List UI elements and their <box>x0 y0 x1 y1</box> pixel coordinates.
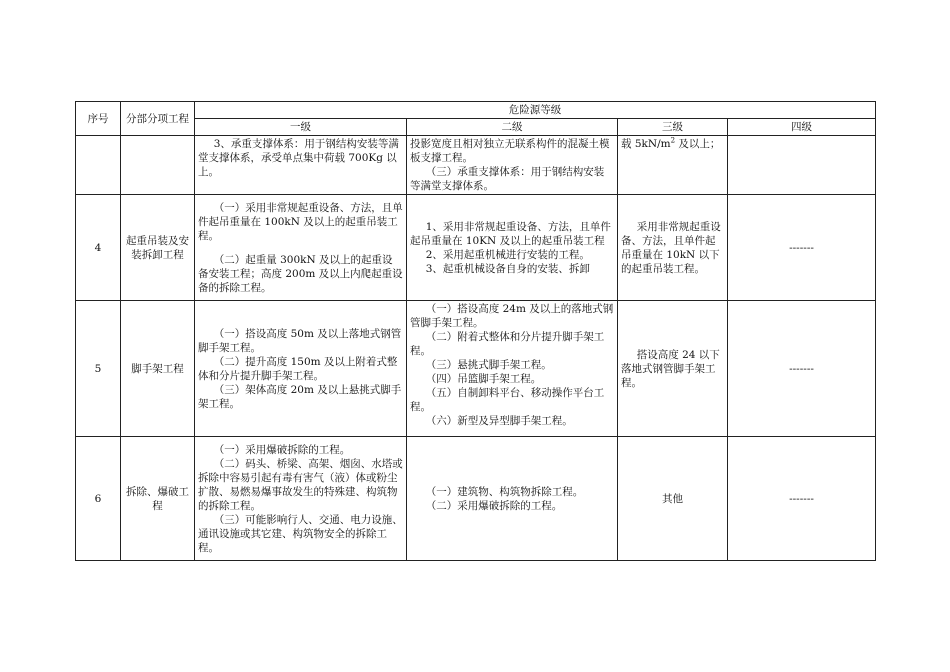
row-level-1 <box>195 301 407 437</box>
row-level-2 <box>407 301 618 437</box>
level-2-item: （六）新型及异型脚手架工程。 <box>425 415 573 427</box>
row-level-4: ------- <box>728 301 876 437</box>
row-seq <box>76 136 121 195</box>
row-level-2 <box>407 136 618 195</box>
header-levels-row <box>76 119 876 136</box>
level-1-item: （三）架体高度 20m 及以上悬挑式脚手架工程。 <box>198 383 402 410</box>
level-1-item: （二）提升高度 150m 及以上附着式整体和分片提升脚手架工程。 <box>198 355 398 382</box>
row-level-3 <box>618 195 728 301</box>
table-row <box>76 136 876 195</box>
row-level-3: 其他 <box>618 437 728 561</box>
row-seq: 6 <box>76 437 121 561</box>
row-level-1 <box>195 437 407 561</box>
level-2-item: 1、采用非常规起重设备、方法，且单件起吊重量在 10KN 及以上的起重吊装工程 <box>410 220 611 247</box>
header-level-3: 三级 <box>618 119 728 136</box>
row-level-4: ------- <box>728 195 876 301</box>
hazard-level-table <box>75 101 876 561</box>
level-1-item: （一）采用爆破拆除的工程。 <box>213 443 351 456</box>
level-3-text: 搭设高度 24 以下落地式钢管脚手架工程。 <box>621 348 720 389</box>
level-2-item: （五）自制卸料平台、移动操作平台工程。 <box>410 387 605 413</box>
level-3-text-end: 及以上； <box>675 138 721 150</box>
level-1-item: （三）可能影响行人、交通、电力设施、通讯设施或其它建、构筑物安全的拆除工程。 <box>198 513 403 554</box>
row-project: 拆除、爆破工程 <box>121 437 195 561</box>
level-2-item: （三）承重支撑体系：用于钢结构安装等满堂支撑体系。 <box>410 166 605 192</box>
level-3-superscript: 2 <box>670 136 676 145</box>
level-2-item: （三）悬挑式脚手架工程。 <box>425 359 552 371</box>
header-hazard-level: 危险源等级 <box>195 102 876 119</box>
row-seq: 5 <box>76 301 121 437</box>
level-2-item: 3、起重机械设备自身的安装、拆卸 <box>425 262 590 275</box>
row-project: 起重吊装及安装拆卸工程 <box>121 195 195 301</box>
header-row <box>76 102 876 119</box>
row-project <box>121 136 195 195</box>
row-level-4 <box>728 136 876 195</box>
level-2-item: （一）建筑物、构筑物拆除工程。 <box>425 485 584 498</box>
header-level-4: 四级 <box>728 119 876 136</box>
row-level-3 <box>618 136 728 195</box>
level-2-item: （一）搭设高度 24m 及以上的落地式钢管脚手架工程。 <box>410 303 614 329</box>
table-row <box>76 195 876 301</box>
row-level-2 <box>407 195 618 301</box>
level-3-text: 采用非常规起重设备、方法，且单件起吊重量在 10kN 以下的起重吊装工程。 <box>621 220 721 275</box>
table-row <box>76 301 876 437</box>
row-level-2 <box>407 437 618 561</box>
header-level-1: 一级 <box>195 119 407 136</box>
table-row <box>76 437 876 561</box>
level-1-item: （一）采用非常规起重设备、方法，且单件起吊重量在 100kN 及以上的起重吊装工程。 <box>198 201 403 242</box>
level-2-item: （四）吊篮脚手架工程。 <box>425 373 542 385</box>
level-2-item: （二）采用爆破拆除的工程。 <box>425 499 563 512</box>
row-level-4: ------- <box>728 437 876 561</box>
row-level-1 <box>195 195 407 301</box>
header-seq: 序号 <box>76 102 121 136</box>
row-project: 脚手架工程 <box>121 301 195 437</box>
level-1-item: （一）搭设高度 50m 及以上落地式钢管脚手架工程。 <box>198 327 402 354</box>
header-level-2: 二级 <box>407 119 618 136</box>
level-3-text: 载 5kN/m <box>621 138 671 150</box>
row-seq: 4 <box>76 195 121 301</box>
level-2-item: （二）附着式整体和分片提升脚手架工程。 <box>410 331 605 357</box>
level-2-item: 2、采用起重机械进行安装的工程。 <box>425 248 590 261</box>
level-1-item: （二）码头、桥梁、高架、烟囱、水塔或拆除中容易引起有毒有害气（液）体或粉尘扩散、易燃易爆事故发生的特殊建、构筑物的拆除工程。 <box>198 457 403 512</box>
row-level-1 <box>195 136 407 195</box>
level-2-item: 投影宽度且相对独立无联系构件的混凝土模板支撑工程。 <box>410 138 610 164</box>
level-1-item: 3、承重支撑体系：用于钢结构安装等满堂支撑体系，承受单点集中荷载 700Kg 以上。 <box>198 138 399 178</box>
row-level-3 <box>618 301 728 437</box>
level-1-item: （二）起重量 300kN 及以上的起重设备安装工程；高度 200m 及以上内爬起重设备的拆除工程。 <box>198 253 403 294</box>
header-project: 分部分项工程 <box>121 102 195 136</box>
